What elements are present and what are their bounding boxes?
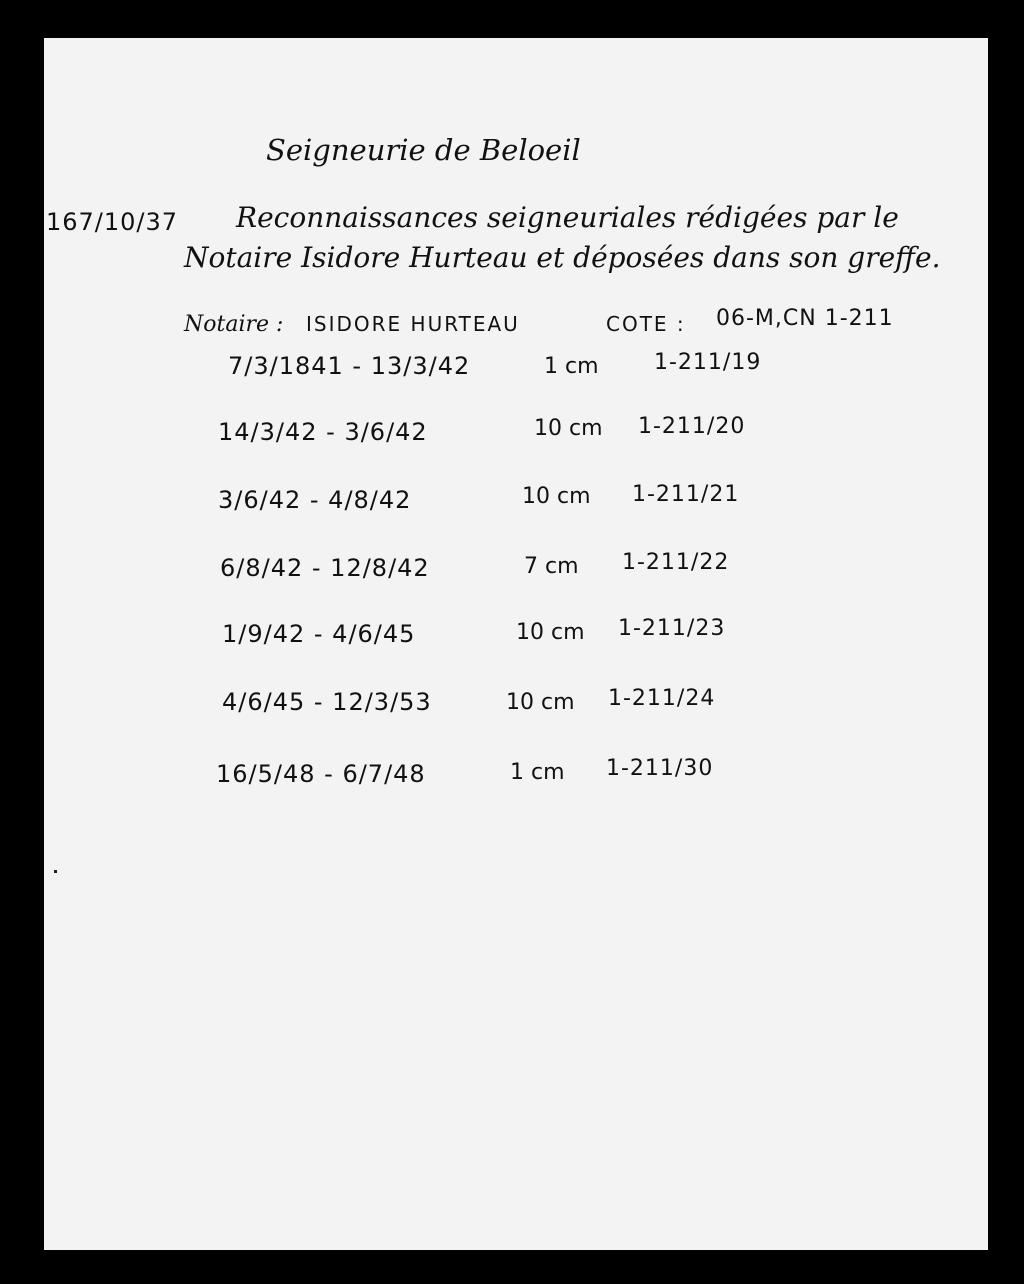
entry-code: 1-211/19 bbox=[654, 350, 762, 375]
entries-list bbox=[44, 38, 988, 1250]
entry-dates: 7/3/1841 - 13/3/42 bbox=[228, 352, 471, 380]
entry-size: 1 cm bbox=[544, 354, 599, 379]
entry-code: 1-211/20 bbox=[638, 414, 746, 439]
cote-value: 06-M,CN 1-211 bbox=[716, 306, 894, 331]
entry-size: 10 cm bbox=[506, 690, 575, 715]
entry-code: 1-211/24 bbox=[608, 686, 716, 711]
entry-size: 10 cm bbox=[534, 416, 603, 441]
entry-size: 7 cm bbox=[524, 554, 579, 579]
entry-dates: 3/6/42 - 4/8/42 bbox=[218, 486, 412, 514]
document-title: Seigneurie de Beloeil bbox=[266, 133, 581, 167]
document-page bbox=[44, 38, 988, 1250]
entry-size: 1 cm bbox=[510, 760, 565, 785]
notary-name: ISIDORE HURTEAU bbox=[306, 312, 520, 336]
entry-code: 1-211/22 bbox=[622, 550, 730, 575]
scan-speck bbox=[54, 870, 57, 873]
reference-number: 167/10/37 bbox=[46, 208, 179, 236]
description-line-2: Notaire Isidore Hurteau et déposées dans son greffe. bbox=[184, 241, 941, 274]
entry-dates: 6/8/42 - 12/8/42 bbox=[220, 554, 430, 582]
entry-size: 10 cm bbox=[516, 620, 585, 645]
entry-dates: 14/3/42 - 3/6/42 bbox=[218, 418, 428, 446]
entry-dates: 1/9/42 - 4/6/45 bbox=[222, 620, 416, 648]
notary-label: Notaire : bbox=[184, 312, 284, 337]
description-line-1: Reconnaissances seigneuriales rédigées par le bbox=[236, 201, 899, 234]
entry-dates: 4/6/45 - 12/3/53 bbox=[222, 688, 432, 716]
entry-code: 1-211/30 bbox=[606, 756, 714, 781]
entry-dates: 16/5/48 - 6/7/48 bbox=[216, 760, 426, 788]
entry-size: 10 cm bbox=[522, 484, 591, 509]
cote-label: COTE : bbox=[606, 312, 686, 336]
entry-code: 1-211/21 bbox=[632, 482, 740, 507]
entry-code: 1-211/23 bbox=[618, 616, 726, 641]
